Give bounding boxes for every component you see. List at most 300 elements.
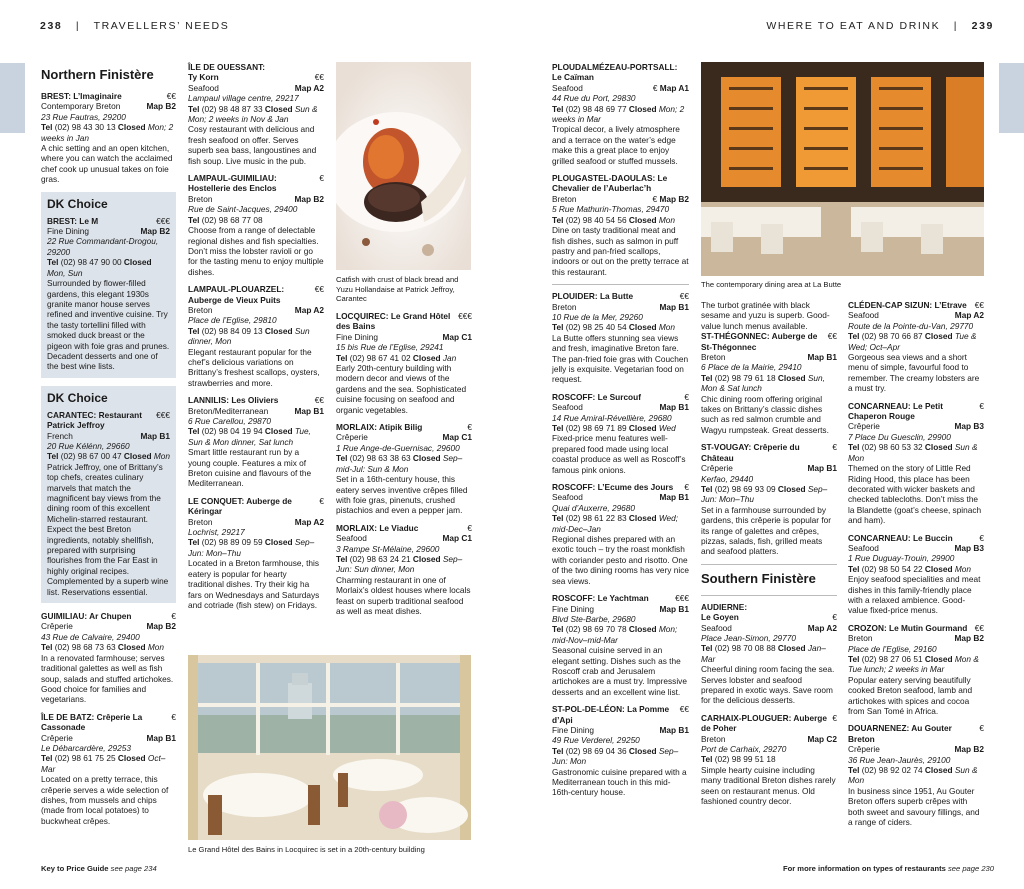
- listing-title: ROSCOFF: L’Ecume des Jours: [552, 482, 674, 493]
- restaurant-types-page-ref[interactable]: see page 230: [947, 864, 994, 873]
- right-section-title: WHERE TO EAT AND DRINK: [766, 20, 941, 32]
- listing-audierne: [701, 602, 837, 706]
- closing-days: Mon; mid-Nov–mid-Mar: [552, 624, 678, 645]
- closed-label: Closed: [264, 103, 293, 114]
- tel-label: Tel: [336, 352, 348, 363]
- cuisine-type: Seafood: [848, 310, 879, 321]
- right-page: [512, 0, 1024, 889]
- closing-days: Wed; mid-Dec–Jan: [552, 513, 679, 534]
- closing-days: Sun & Mon; 2 weeks in Nov & Jan: [188, 103, 318, 125]
- address: Place de l’Eglise, 29810: [188, 315, 277, 326]
- closing-days: Mon: [153, 451, 171, 462]
- map-ref: Map B1: [294, 405, 324, 416]
- listing-plouider: [552, 291, 689, 385]
- telephone: (02) 98 69 70 78: [565, 624, 627, 635]
- telephone: (02) 98 27 06 51: [861, 654, 923, 664]
- left-column-3: [336, 311, 472, 623]
- cuisine-type: Crêperie: [848, 421, 880, 432]
- listing-morlaix-viaduc: [336, 523, 472, 617]
- closed-label: Closed: [264, 426, 293, 437]
- tel-label: Tel: [552, 423, 564, 433]
- telephone: (02) 98 48 69 77: [565, 103, 627, 114]
- price-band: €€€: [458, 311, 472, 321]
- cuisine-type: Seafood: [552, 82, 583, 93]
- description: Smart little restaurant run by a young couple. Features a mix of Breton cuisine and flavours of the Mediterranean.: [188, 447, 312, 489]
- map-ref: Map B3: [954, 542, 984, 553]
- telephone: (02) 98 79 61 18: [714, 372, 776, 383]
- description: A chic setting and an open kitchen, where you can watch the acclaimed chef cook up unusual takes on foie gras.: [41, 143, 173, 185]
- closing-days: Mon: [658, 322, 676, 333]
- closed-label: Closed: [628, 513, 657, 524]
- map-ref: Map B2: [146, 621, 176, 632]
- telephone: (02) 98 84 09 13: [201, 325, 263, 336]
- cuisine-type: Crêperie: [848, 744, 880, 755]
- map-ref: Map A1: [659, 82, 689, 93]
- description: Enjoy seafood specialities and meat dishes in this family-friendly place with a relaxed ambience. Good-value fixed-price menus.: [848, 574, 981, 616]
- listing-title: LAMPAUL-PLOUARZEL: Auberge de Vieux Puits: [188, 284, 285, 305]
- price-band: €€€: [156, 215, 170, 226]
- closing-days: Mon & Tue lunch; 2 weeks in Mar: [848, 654, 979, 675]
- telephone: (02) 98 63 38 63: [349, 453, 411, 464]
- description: Early 20th-century building with modern decor and views of the gardens and the sea. Sophisticated cuisine focusing on seafood and organic vegetables.: [336, 363, 467, 415]
- address: 10 Rue de la Mer, 29260: [552, 311, 643, 322]
- listing-concarneau-buccin: [848, 533, 984, 616]
- telephone: (02) 98 69 71 89: [565, 423, 627, 433]
- cuisine-type: Breton: [188, 193, 213, 204]
- tel-label: Tel: [188, 426, 200, 437]
- section-divider: [701, 564, 837, 565]
- tel-label: Tel: [188, 103, 200, 114]
- address: Le Débarcardère, 29253: [41, 742, 131, 753]
- tel-label: Tel: [188, 537, 200, 548]
- cuisine-type: Breton: [552, 301, 577, 312]
- listing-carhaix: [701, 713, 837, 807]
- listing-title: LAMPAUL-GUIMILIAU: Hostellerie des Enclos: [188, 173, 277, 194]
- price-band: €: [684, 391, 689, 402]
- price-band: €: [467, 522, 472, 533]
- map-ref: Map B3: [954, 421, 984, 432]
- listing-title: CARANTEC: Restaurant Patrick Jeffroy: [47, 409, 142, 431]
- dish-photo-caption: Catfish with crust of black bread and Yuzu Hollandaise at Patrick Jeffroy, Carantec: [336, 275, 459, 304]
- description: Cosy restaurant with delicious and fresh seafood on offer. Serves superb sea bass, langoustines and fish soup. Live music in the pub.: [188, 124, 317, 166]
- listing-title: GUIMILIAU: Ar Chupen: [41, 611, 132, 622]
- cuisine-type: Fine Dining: [552, 603, 594, 614]
- telephone: (02) 98 67 41 02: [349, 352, 411, 363]
- closing-days: Tue & Wed; Oct–Apr: [848, 331, 977, 352]
- telephone: (02) 98 61 22 83: [565, 513, 627, 524]
- cuisine-type: Breton: [701, 733, 726, 744]
- map-ref: Map B1: [146, 732, 176, 743]
- closing-days: Sun & Mon: [848, 442, 978, 463]
- description: In business since 1951, Au Gouter Breton offers superb crêpes with both sweet and savoury fillings, and a range of ciders.: [848, 785, 980, 828]
- description: Dine on tasty traditional meat and fish dishes, such as salmon in puff pastry and pan-fried scallops, indoors or out on the pretty terrace at this restaurant.: [552, 225, 689, 277]
- map-ref: Map A2: [294, 82, 324, 93]
- price-band: €: [979, 723, 984, 734]
- left-page-number: 238: [40, 20, 63, 32]
- telephone: (02) 98 68 73 63: [54, 642, 116, 653]
- description: Gastronomic cuisine prepared with a Mediterranean touch in this mid-16th-century house.: [552, 766, 687, 798]
- listing-title: LANNILIS: Les Oliviers: [188, 395, 279, 406]
- tel-label: Tel: [41, 122, 53, 133]
- map-ref: Map A2: [294, 304, 324, 315]
- listing-title: PLOUGASTEL-DAOULAS: Le Chevalier de l’Auberlac’h: [552, 173, 668, 194]
- cuisine-type: Breton: [188, 516, 213, 527]
- closed-label: Closed: [924, 654, 953, 664]
- tel-label: Tel: [552, 624, 564, 635]
- map-ref: Map B2: [659, 193, 689, 204]
- closed-label: Closed: [123, 451, 152, 462]
- description: Themed on the story of Little Red Riding Hood, this place has been decorated with wicker baskets and checked tablecloths. Don’t miss the la Blandette (goat’s cheese, spinach and ham).: [848, 463, 982, 526]
- price-band: €: [171, 711, 176, 722]
- section-divider: [701, 595, 837, 596]
- listing-roscoff-ecume: [552, 482, 689, 586]
- address: 6 Place de la Mairie, 29410: [701, 362, 802, 373]
- address: Place de l’Eglise, 29160: [848, 643, 937, 654]
- listing-brest-imaginaire: [41, 91, 176, 185]
- listing-lampaul-plouarzel: [188, 284, 324, 388]
- price-guide-page-ref[interactable]: see page 234: [110, 864, 157, 873]
- closed-label: Closed: [412, 553, 441, 564]
- listing-crozon: [848, 623, 984, 717]
- price-band: €: [979, 400, 984, 411]
- tel-label: Tel: [552, 214, 564, 225]
- address: 7 Place Du Guesclin, 29900: [848, 431, 951, 442]
- closing-days: Sep–Jun: Mon: [552, 745, 679, 767]
- cuisine-type: Seafood: [336, 533, 367, 544]
- price-band: €€: [314, 284, 324, 295]
- address: 20 Rue Kélénn, 29660: [47, 440, 130, 451]
- map-ref: Map B1: [807, 463, 837, 474]
- telephone: (02) 98 25 40 54: [565, 322, 627, 333]
- tel-label: Tel: [552, 322, 564, 333]
- telephone: (02) 98 69 93 09: [714, 483, 776, 494]
- closed-label: Closed: [412, 352, 441, 363]
- closed-label: Closed: [924, 442, 953, 453]
- listing-title: PLOUIDER: La Butte: [552, 291, 634, 302]
- description: Set in a 16th-century house, this eatery serves inventive crêpes filled with foie gras, pinenuts, crushed pistachios and even a pepper jam.: [336, 474, 468, 516]
- tel-label: Tel: [188, 325, 200, 336]
- closed-label: Closed: [628, 322, 657, 333]
- listing-st-thegonnec: [701, 331, 837, 435]
- map-ref: Map A2: [954, 310, 984, 321]
- description: Simple hearty cuisine including many traditional Breton dishes rarely seen on restaurant menus. Old fashioned country decor.: [701, 764, 836, 807]
- telephone: (02) 98 04 19 94: [201, 426, 263, 437]
- map-ref: Map B2: [954, 633, 984, 644]
- listing-title: ST-VOUGAY: Crêperie du Château: [701, 442, 800, 463]
- map-ref: Map B2: [954, 744, 984, 755]
- description: Surrounded by flower-filled gardens, this elegant 1930s granite manor house serves refined and inventive cuisine. Try the tasty tortellini filled with smoked duck breast or the pigeon with foie gras and prunes. Decadent desserts and one of the best wine lists.: [47, 278, 170, 372]
- cuisine-type: Seafood: [188, 82, 219, 93]
- closed-label: Closed: [777, 643, 806, 654]
- closing-days: Sun & Mon: [848, 765, 978, 786]
- listing-title-line2: Le Goyen: [701, 612, 739, 623]
- description: Tropical decor, a lively atmosphere and a terrace on the water’s edge make this a great place to enjoy grilled seafood or stuffed mussels.: [552, 124, 680, 166]
- right-tab-marker: [999, 63, 1024, 133]
- closing-days: Mon: [147, 642, 165, 653]
- left-column-1: [41, 63, 176, 833]
- listing-title: AUDIERNE:: [701, 601, 748, 612]
- map-ref: Map A2: [294, 516, 324, 527]
- map-ref: Map B1: [659, 301, 689, 312]
- telephone: (02) 98 99 51 18: [714, 754, 776, 765]
- dining-room-photo-caption: Le Grand Hôtel des Bains in Locquirec is set in a 20th-century building: [188, 845, 425, 854]
- price-band: €: [319, 173, 324, 184]
- telephone: (02) 98 60 53 32: [861, 442, 923, 453]
- listing-douarnenez: [848, 723, 984, 827]
- closed-label: Closed: [628, 214, 657, 225]
- cuisine-type: Crêperie: [336, 432, 368, 443]
- telephone: (02) 98 89 09 59: [201, 537, 263, 548]
- closed-label: Closed: [117, 122, 146, 133]
- cuisine-type: Seafood: [552, 492, 583, 503]
- listing-lampaul-guimiliau: [188, 173, 324, 277]
- closing-days: Wed: [658, 423, 676, 433]
- closed-label: Closed: [412, 453, 441, 464]
- tel-label: Tel: [701, 372, 713, 383]
- tel-label: Tel: [188, 214, 200, 225]
- cuisine-type: Fine Dining: [336, 331, 378, 342]
- address: 44 Rue du Port, 29830: [552, 93, 636, 104]
- restaurant-types-label: For more information on types of restaurants: [782, 864, 946, 873]
- right-footer: [783, 864, 994, 873]
- closed-label: Closed: [123, 257, 152, 268]
- dk-choice-heading: DK Choice: [47, 196, 108, 211]
- telephone: (02) 98 61 75 25: [54, 753, 116, 764]
- description: Popular eatery serving beautifully cooked Breton seafood, lamb and artichokes with spices and cocoa from San Tomé in Africa.: [848, 674, 973, 717]
- la-butte-photo-caption: The contemporary dining area at La Butte: [701, 280, 842, 289]
- closed-label: Closed: [117, 642, 146, 653]
- telephone: (02) 98 67 00 47: [60, 451, 122, 462]
- listing-title: ST-THÉGONNEC: Auberge de St-Thégonnec: [701, 331, 818, 352]
- address: 1 Rue Ange-de-Guernisac, 29600: [336, 442, 460, 453]
- closed-label: Closed: [628, 624, 657, 635]
- dining-room-illustration: [188, 655, 471, 840]
- map-ref: Map B1: [807, 352, 837, 363]
- map-ref: Map B1: [659, 492, 689, 503]
- price-band: €€€: [156, 409, 170, 420]
- telephone: (02) 98 63 24 21: [349, 553, 411, 564]
- cuisine-type: Fine Dining: [552, 724, 594, 735]
- listing-locquirec: [336, 311, 472, 415]
- closing-days: Mon; 2 weeks in Jan: [41, 122, 174, 143]
- closing-days: Sep–Jun: Mon–Thu: [188, 537, 315, 558]
- left-running-head: [40, 20, 229, 32]
- listing-plougastel: [552, 173, 689, 277]
- telephone: (02) 98 43 30 13: [54, 122, 116, 133]
- address: Route de la Pointe-du-Van, 29770: [848, 320, 974, 331]
- closed-label: Closed: [777, 372, 806, 383]
- left-header-separator: |: [75, 20, 81, 32]
- telephone: (02) 98 68 77 08: [201, 214, 263, 225]
- price-band: €€: [314, 72, 324, 83]
- tel-label: Tel: [47, 451, 59, 462]
- closing-days: Jan: [442, 352, 457, 363]
- description: La Butte offers stunning sea views and fresh, imaginative Breton fare. The pan-fried foie gras with Couchen jelly is exquisite. Vegetarian food on request.: [552, 332, 689, 385]
- address: 14 Rue Amiral-Révellière, 29680: [552, 412, 672, 423]
- listing-title: ST-POL-DE-LÉON: La Pomme d’Api: [552, 704, 670, 725]
- description: Patrick Jeffroy, one of Brittany’s top chefs, creates culinary marvels that match the magnificent bay views from the dining room of this excellent Michelin-starred restaurant. Expect the best Breton ingredients, notably shellfish, prepared with surprising flourishes from the Far East in highly original recipes. Complemented by a superb wine list. Reservations essential.: [47, 461, 169, 597]
- listing-title: PLOUDALMÉZEAU-PORTSALL: Le Caïman: [552, 62, 678, 83]
- address: 22 Rue Commandant-Drogou, 29200: [47, 236, 159, 257]
- listing-title: CONCARNEAU: Le Buccin: [848, 532, 953, 543]
- map-ref: Map A2: [807, 622, 837, 633]
- listing-ploudalmezeau: [552, 62, 689, 166]
- listing-title: BREST: Le M: [47, 215, 99, 226]
- tel-label: Tel: [552, 745, 564, 756]
- description: Gorgeous sea views and a short menu of simple, favourful food to remember. The creamy lobsters are a must try.: [848, 352, 980, 394]
- price-band: €€: [679, 291, 689, 302]
- map-ref: Map C1: [442, 432, 472, 443]
- left-column-2: [188, 62, 324, 617]
- cuisine-type: Breton: [188, 304, 213, 315]
- map-ref: Map B1: [659, 603, 689, 614]
- catfish-dish-photo: [336, 62, 471, 270]
- map-ref: Map B2: [140, 226, 170, 237]
- description: In a renovated farmhouse; serves traditional galettes as well as fish soup, salads and stuffed artichokes. Good choice for families and vegetarians.: [41, 652, 174, 705]
- telephone: (02) 98 70 66 87: [861, 331, 923, 342]
- listing-title: CROZON: Le Mutin Gourmand: [848, 622, 968, 633]
- wine-wall-illustration: [701, 62, 984, 276]
- listing-title: ÎLE DE BATZ: Crêperie La Cassonade: [41, 711, 143, 733]
- price-band: €€: [974, 300, 984, 310]
- listing-title: CONCARNEAU: Le Petit Chaperon Rouge: [848, 400, 943, 422]
- right-column-1: [552, 62, 689, 805]
- telephone: (02) 98 50 54 22: [861, 563, 923, 574]
- tel-label: Tel: [701, 754, 713, 765]
- price-band: €: [171, 611, 176, 622]
- listing-title: CLÉDEN-CAP SIZUN: L’Etrave: [848, 300, 967, 310]
- tel-label: Tel: [336, 553, 348, 564]
- closing-days: Mon: [954, 563, 972, 574]
- tel-label: Tel: [552, 103, 564, 114]
- price-band: €: [467, 422, 472, 433]
- price-band: €€: [166, 91, 176, 101]
- closing-days: Sun, Mon & Sat lunch: [701, 372, 825, 394]
- cuisine-type: Breton/Mediterranean: [188, 405, 269, 416]
- left-footer: [41, 864, 157, 873]
- cuisine-type: Crêperie: [701, 463, 733, 474]
- telephone: (02) 98 70 08 88: [714, 643, 776, 654]
- dk-choice-box-carantec: [41, 386, 176, 603]
- address: 3 Rampe St-Mélaine, 29600: [336, 543, 440, 554]
- column-divider: [552, 284, 689, 285]
- cuisine-type: Crêperie: [41, 621, 73, 632]
- description: Regional dishes prepared with an exotic touch – try the roast monkfish with coriander pesto and risotto. One of the two dining rooms has very nice sea views.: [552, 534, 689, 586]
- price-band: €€: [974, 622, 984, 633]
- description: Located on a pretty terrace, this crêperie serves a wide selection of dishes, from mussels and chips (made from local potatoes) to buckwheat crêpes.: [41, 774, 169, 826]
- right-column-3: [848, 300, 984, 835]
- address: Kerfao, 29440: [701, 473, 754, 484]
- description: Cheerful dining room facing the sea. Serves lobster and seafood prepared in exotic ways. Save room for the delicious desserts.: [701, 664, 835, 706]
- dk-choice-box-brest: [41, 192, 176, 378]
- description: Elegant restaurant popular for the chef’s delicious variations on Brittany’s freshest scallops, oysters, strawberries and more.: [188, 346, 320, 388]
- telephone: (02) 98 92 02 74: [861, 765, 923, 776]
- listing-title: ROSCOFF: Le Yachtman: [552, 593, 649, 604]
- closing-days: Sep–Jun: Sun dinner, Mon: [336, 553, 463, 575]
- closing-days: Mon; 2 weeks in Mar: [552, 103, 685, 125]
- plated-fish-illustration: [336, 62, 471, 270]
- tel-label: Tel: [47, 257, 59, 268]
- price-band: €: [832, 712, 837, 723]
- price-band: €: [979, 532, 984, 543]
- cuisine-type: Seafood: [701, 622, 732, 633]
- cuisine-type: Crêperie: [41, 732, 73, 743]
- closing-days: Sep–mid-Jul: Sun & Mon: [336, 453, 463, 474]
- northern-finistere-heading: Northern Finistère: [41, 67, 154, 82]
- listing-cleden: [848, 300, 984, 394]
- cuisine-type: Breton: [848, 633, 873, 644]
- closed-label: Closed: [628, 423, 657, 433]
- price-band: €€: [679, 704, 689, 715]
- map-ref: Map C2: [807, 733, 837, 744]
- listing-st-pol: [552, 704, 689, 798]
- closing-days: Mon: [658, 214, 676, 225]
- map-ref: Map B1: [140, 430, 170, 441]
- right-page-number: 239: [971, 20, 994, 32]
- address: Port de Carhaix, 29270: [701, 744, 787, 755]
- listing-title: ÎLE DE OUESSANT:: [188, 62, 265, 72]
- map-ref: Map C1: [442, 331, 472, 342]
- price-band: €: [319, 495, 324, 506]
- cuisine-type: French: [47, 430, 73, 441]
- listing-concarneau-chaperon: [848, 401, 984, 526]
- address: 23 Rue Fautras, 29200: [41, 111, 126, 122]
- description: Charming restaurant in one of Morlaix’s oldest houses where locals feast on superb traditional seafood as well as meat dishes.: [336, 574, 471, 616]
- description: Seasonal cuisine served in an elegant setting. Dishes such as the Roscoff crab and Jerusalem artichokes are a must try. Impressive desserts and an excellent wine list.: [552, 645, 687, 697]
- price-band: €: [832, 442, 837, 453]
- description: Located in a Breton farmhouse, this eatery is popular for hearty traditional dishes. Try their kig ha fars on Wednesdays and Saturdays and cotriade (fish stew) on Fridays.: [188, 558, 320, 610]
- closing-days: Sun dinner, Mon: [188, 325, 310, 347]
- tel-label: Tel: [41, 753, 53, 764]
- closing-days: Tue, Sun & Mon dinner, Sat lunch: [188, 426, 311, 447]
- address: Place Jean-Simon, 29770: [701, 632, 797, 643]
- price-band: €: [832, 612, 837, 623]
- listing-lannilis: [188, 395, 324, 489]
- address: Quai d’Auxerre, 29680: [552, 502, 636, 513]
- address: 6 Rue Carellou, 29870: [188, 416, 272, 426]
- tel-label: Tel: [848, 654, 860, 664]
- closed-label: Closed: [264, 325, 293, 336]
- tel-label: Tel: [701, 643, 713, 654]
- closed-label: Closed: [924, 563, 953, 574]
- tel-label: Tel: [701, 483, 713, 494]
- tel-label: Tel: [848, 765, 860, 776]
- closing-days: Sep–Jun: Mon–Thu: [701, 483, 828, 505]
- listing-roscoff-yachtman: [552, 593, 689, 697]
- address: Blvd Ste-Barbe, 29680: [552, 613, 636, 624]
- map-ref: Map B1: [659, 724, 689, 735]
- price-band: €€: [827, 331, 837, 342]
- cuisine-type: Breton: [552, 193, 577, 204]
- map-ref: Map B2: [146, 101, 176, 112]
- address: 49 Rue Verderel, 29250: [552, 735, 640, 746]
- listing-guimiliau: [41, 611, 176, 705]
- cuisine-type: Fine Dining: [47, 226, 89, 237]
- closing-days: Oct–Mar: [41, 753, 166, 774]
- left-section-title: TRAVELLERS’ NEEDS: [93, 20, 230, 32]
- price-band: €€: [314, 395, 324, 406]
- tel-label: Tel: [336, 453, 348, 464]
- la-butte-dining-area-photo: [701, 62, 984, 276]
- listing-morlaix-atipik: [336, 422, 472, 516]
- cuisine-type: Seafood: [552, 402, 583, 413]
- price-guide-key-label: Key to Price Guide: [41, 864, 109, 873]
- listing-st-vougay: [701, 442, 837, 556]
- address: 5 Rue Mathurin-Thomas, 29470: [552, 204, 670, 215]
- price-band: €: [652, 193, 658, 204]
- price-band: €: [684, 482, 689, 493]
- address: Lochrist, 29217: [188, 527, 245, 538]
